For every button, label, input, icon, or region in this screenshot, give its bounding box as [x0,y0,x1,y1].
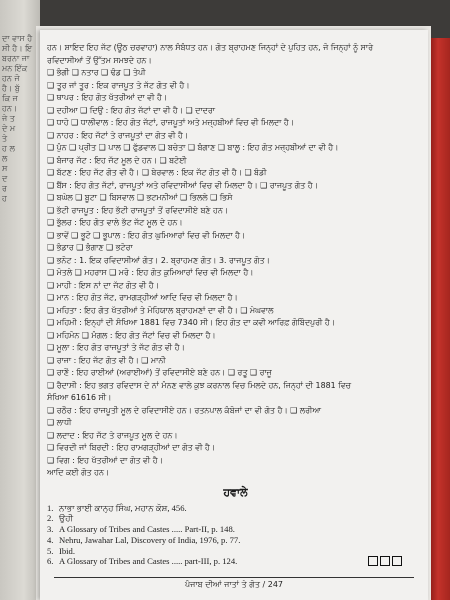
body-line: ❑ ਵਿਰਦੀ ਜਾਂ ਬਿਰਦੀ : ਇਹ ਰਾਮਗੜ੍ਹੀਆਂ ਦਾ ਗੋਤ ਵੀ ਹੈ। [47,443,216,452]
reference-item [47,513,424,524]
body-line: ❑ ਧਾਹੋ ❑ ਧਾਲੀਵਾਲ : ਇਹ ਗੋਤ ਜੱਟਾਂ, ਰਾਜਪੂਤਾਂ ਅਤੇ ਮਜ਼੍ਹਬੀਆਂ ਵਿਚ ਵੀ ਮਿਲਦਾ ਹੈ। [47,118,295,127]
square-mark [368,556,378,566]
body-line: ਸੰਖਿਆ 61616 ਸੀ। [47,393,112,402]
body-line: ❑ ਥਾਪਰ : ਇਹ ਗੋਤ ਖੱਤਰੀਆਂ ਦਾ ਵੀ ਹੈ। [47,93,168,102]
page-content [47,42,424,567]
previous-page-line: ਲ [2,154,8,163]
previous-page-edge [0,0,40,600]
body-line: ❑ ਮਾਹੀ : ਇਸ ਨਾਂ ਦਾ ਜੱਟ ਗੋਤ ਵੀ ਹੈ। [47,280,159,290]
body-line: ❑ ਰਾਣੋਂ : ਇਹ ਰਾਈਆਂ (ਅਰਾਈਆਂ) ਤੋਂ ਰਵਿਦਾਸੀਏ ਬਣੇ ਹਨ। ❑ ਰਤੂ ❑ ਰਾਜੂ [47,368,272,377]
previous-page-line: ਕਿ ਜ [2,94,18,103]
previous-page-line: ਦਾ ਵਾਸ ਹੈ [2,34,33,43]
reference-item [47,535,424,546]
reference-text: Ibid. [59,545,75,556]
body-line: ❑ ਰਠੌਰ : ਇਹ ਰਾਜਪੂਤੀ ਮੂਲ ਦੇ ਰਵਿਦਾਸੀਏ ਹਨ। ਰਤਨਪਾਲ ਕੰਬੋਜਾਂ ਦਾ ਵੀ ਗੋਤ ਹੈ। ❑ ਲਰੀਆ [47,405,321,415]
book-cover-edge [430,38,450,600]
body-line: ❑ ਭੰਡਾਰ ❑ ਭੰਗਾਣ ❑ ਭਟੋਰਾ [47,243,133,252]
previous-page-line: ਹਨ ਜੋ [2,74,20,83]
body-line: ਆਦਿ ਕਈ ਗੋਤ ਹਨ। [47,468,110,477]
body-line: ❑ ਮਹਿਮੀ : ਇਨ੍ਹਾਂ ਦੀ ਸੰਖਿਆ 1881 ਵਿਚ 7340 ਸੀ। ਇਹ ਗੋਤ ਦਾ ਕਵੀ ਆਰਿਫ਼ ਗੋਬਿੰਦਪੁਰੀ ਹੈ। [47,318,336,327]
body-text [47,42,424,480]
body-line: ❑ ਭਾਵੇਂ ❑ ਭੂਟੋ ❑ ਭੂਪਾਲ : ਇਹ ਗੋਤ ਘੁਮਿਆਰਾਂ ਵਿਚ ਵੀ ਮਿਲਦਾ ਹੈ। [47,230,246,240]
body-line: ❑ ਲਾਧੀ [47,418,72,427]
reference-text: A Glossary of Tribes and Castes ..... part-III, p. 124. [59,556,238,567]
footer-rule [54,577,414,578]
body-line: ❑ ਬੰਜਾਰ ਜੱਟ : ਇਹ ਜੱਟ ਮੂਲ ਦੇ ਹਨ। ❑ ਬਟੋਈ [47,155,187,165]
body-line: ਹਨ। ਸ਼ਾਇਦ ਇਹ ਜੱਟ (ਊਠ ਚਰਵਾਹਾ) ਨਾਲ ਸੰਬੰਧਤ ਹਨ। ਗੋਤ ਬ੍ਰਾਹਮਣ ਜਿਨ੍ਹਾਂ ਦੇ ਪੁਹਿਤ ਹਨ, ਜੋ ਜਿਨ੍ਹਾਂ ਨੂੰ ਸਾਰੇ [47,43,374,52]
reference-text: ਉਹੀ [59,513,74,524]
square-mark [392,556,402,566]
references-heading: ਹਵਾਲੇ [223,485,248,499]
previous-page-line: ਬਰਨਾ ਜਾ [2,54,30,63]
body-line: ❑ ਲਦਾਦ : ਇਹ ਜੱਟ ਤੇ ਰਾਜਪੂਤ ਮੂਲ ਦੇ ਹਨ। [47,430,178,440]
reference-number: 6. [47,556,54,567]
body-line: ❑ ਭੰਗੀ ❑ ਨਤਾਰ ❑ ਢੰਡ ❑ ਤੇਪੀ [47,68,146,77]
book-page [40,30,428,600]
square-mark [380,556,390,566]
reference-number: 1. [47,502,54,513]
reference-item [47,524,424,535]
previous-page-line: ਜੇ ਤ [2,114,15,123]
reference-item [47,546,424,557]
body-line: ❑ ਮੋਤਲੇ ❑ ਮਹਰਾਸ ❑ ਮਰੋ : ਇਹ ਗੋਤ ਕੁਮਿਆਰਾਂ ਵਿਚ ਵੀ ਮਿਲਦਾ ਹੈ। [47,268,254,277]
body-line: ❑ ਬੱਟਣ : ਇਹ ਜੱਟ ਗੋਤ ਵੀ ਹੈ। ❑ ਬੇਰਵਾਲ : ਇਕ ਜੱਟ ਗੋਤ ਵੀ ਹੈ। ❑ ਬੰਡੀ [47,168,267,177]
body-line: ❑ ਰੈਦਾਸੀ : ਇਹ ਭਗਤ ਰਵਿਦਾਸ ਦੇ ਨਾਂ ਮੰਨਣ ਵਾਲੇ ਕੁਝ ਕਰਨਾਲ ਵਿਚ ਮਿਲਦੇ ਹਨ, ਜਿਨ੍ਹਾਂ ਦੀ 1881 ਵਿਚ [47,380,351,390]
previous-page-text [0,0,40,204]
body-line: ❑ ਬਘੇਲ ❑ ਬੂਟਾ ❑ ਬਿਸਵਾਲ ❑ ਭਟਮਨੀਆਂ ❑ ਭਿਲਲੇ ❑ ਭਿਸੋ [47,193,233,202]
body-line: ❑ ਰਾਜਾ : ਇਹ ਜੱਟ ਗੋਤ ਵੀ ਹੈ। ❑ ਮਾਨੀ [47,355,166,365]
body-line: ❑ ਨਾਹਰ : ਇਹ ਜੱਟਾਂ ਤੇ ਰਾਜਪੂਤਾਂ ਦਾ ਗੋਤ ਵੀ ਹੈ। [47,130,189,140]
body-line: ❑ ਦਹੀਆ ❑ ਦਿਉ : ਇਹ ਗੋਤ ਜੱਟਾਂ ਦਾ ਵੀ ਹੈ। ❑ ਦਾਦਰਾ [47,105,215,115]
body-line: ❑ ਬੈਂਸ : ਇਹ ਗੋਤ ਜੱਟਾਂ, ਰਾਜਪੂਤਾਂ ਅਤੇ ਰਵਿਦਾਸੀਆਂ ਵਿਚ ਵੀ ਮਿਲਦਾ ਹੈ। ❑ ਰਾਜਪੂਤ ਗੋਤ ਹੈ। [47,180,318,190]
body-line: ❑ ਤੂਰ ਜਾਂ ਤੂਰ : ਇਕ ਰਾਜਪੂਤ ਤੇ ਜੱਟ ਗੋਤ ਵੀ ਹੈ। [47,80,190,90]
body-line: ❑ ਭੁੱਲਰ : ਇਹ ਗੋਤ ਵਾਲੇ ਭੱਟ ਜੱਟ ਮੂਲ ਦੇ ਹਨ। [47,218,183,227]
body-line: ❑ ਪੁੰਨ ❑ ਪ੍ਰੀਤ ❑ ਪਾਲ ❑ ਫੁੱਡਵਾਲ ❑ ਬਚੇਤਾ ❑ ਬੰਗਾਣ ❑ ਬਾਲੂ : ਇਹ ਗੋਤ ਮਜ਼੍ਹਬੀਆਂ ਦਾ ਵੀ ਹੈ। [47,143,339,152]
reference-number: 2. [47,513,54,524]
end-of-chapter-marks [368,556,402,566]
previous-page-line: ਰ [2,184,7,193]
page-footer: ਪੰਜਾਬ ਦੀਆਂ ਜਾਤਾਂ ਤੇ ਗੋਤ / 247 [184,580,284,589]
reference-number: 4. [47,534,54,545]
previous-page-line: ਦ [2,174,8,183]
previous-page-line: ਮਨ ਇੱਕ [2,64,28,73]
reference-text: Nehru, Jawahar Lal, Discovery of India, 1976, p. 77. [59,534,241,545]
previous-page-line: ਹ [2,194,7,203]
previous-page-line: ਦੇ ਮ [2,124,16,133]
body-line: ❑ ਭਨੋਟ : 1. ਇਕ ਰਵਿਦਾਸੀਆਂ ਗੋਤ। 2. ਬ੍ਰਾਹਮਣ ਗੋਤ। 3. ਰਾਜਪੂਤ ਗੋਤ। [47,255,270,265]
body-line: ❑ ਭੱਟੀ ਰਾਜਪੂਤ : ਇਹ ਭੱਟੀ ਰਾਜਪੂਤਾਂ ਤੋਂ ਰਵਿਦਾਸੀਏ ਬਣੇ ਹਨ। [47,205,229,215]
previous-page-line: ਸੀ ਹੈ। ਇ [2,44,33,53]
previous-page-line: ਹੈ। ਬੁੱ [2,84,20,93]
reference-item [47,503,424,514]
previous-page-line: ਹ ਲ [2,144,15,153]
body-line: ❑ ਮਾਨ : ਇਹ ਗੋਤ ਜੱਟ, ਰਾਮਗੜ੍ਹੀਆਂ ਆਦਿ ਵਿਚ ਵੀ ਮਿਲਦਾ ਹੈ। [47,293,238,302]
body-line: ❑ ਵਿਗ : ਇਹ ਖੱਤਰੀਆਂ ਦਾ ਗੋਤ ਵੀ ਹੈ। [47,455,163,465]
previous-page-line: ਤੇ [2,134,8,143]
reference-number: 3. [47,524,54,535]
previous-page-line: ਸ [2,164,8,173]
reference-number: 5. [47,545,54,556]
body-line: ❑ ਮਹਿਮੋਨ ❑ ਮੰਗਲ : ਇਹ ਗੋਤ ਜੱਟਾਂ ਵਿਚ ਵੀ ਮਿਲਦਾ ਹੈ। [47,330,216,340]
body-line: ❑ ਮਹਿਤਾ : ਇਹ ਗੋਤ ਖੱਤਰੀਆਂ ਤੇ ਮੋਹਿਯਾਲ ਬ੍ਰਾਹਮਣਾਂ ਦਾ ਵੀ ਹੈ। ❑ ਮੇਘਵਾਲ [47,305,274,315]
reference-text: A Glossary of Tribes and Castes ..... Part-II, p. 148. [59,524,235,535]
body-line: ਰਵਿਦਾਸੀਆਂ ਤੋਂ ਉੱਤਮ ਸਮਝਦੇ ਹਨ। [47,55,152,65]
reference-text: ਨਾਭਾ ਭਾਈ ਕਾਨ੍ਹ ਸਿੰਘ, ਮਹਾਨ ਕੋਸ਼, 456. [59,502,187,513]
previous-page-line: ਹਨ। [2,104,18,113]
body-line: ❑ ਮੂਲਾ : ਇਹ ਗੋਤ ਰਾਜਪੂਤਾਂ ਤੇ ਜੱਟ ਗੋਤ ਵੀ ਹੈ। [47,343,185,352]
